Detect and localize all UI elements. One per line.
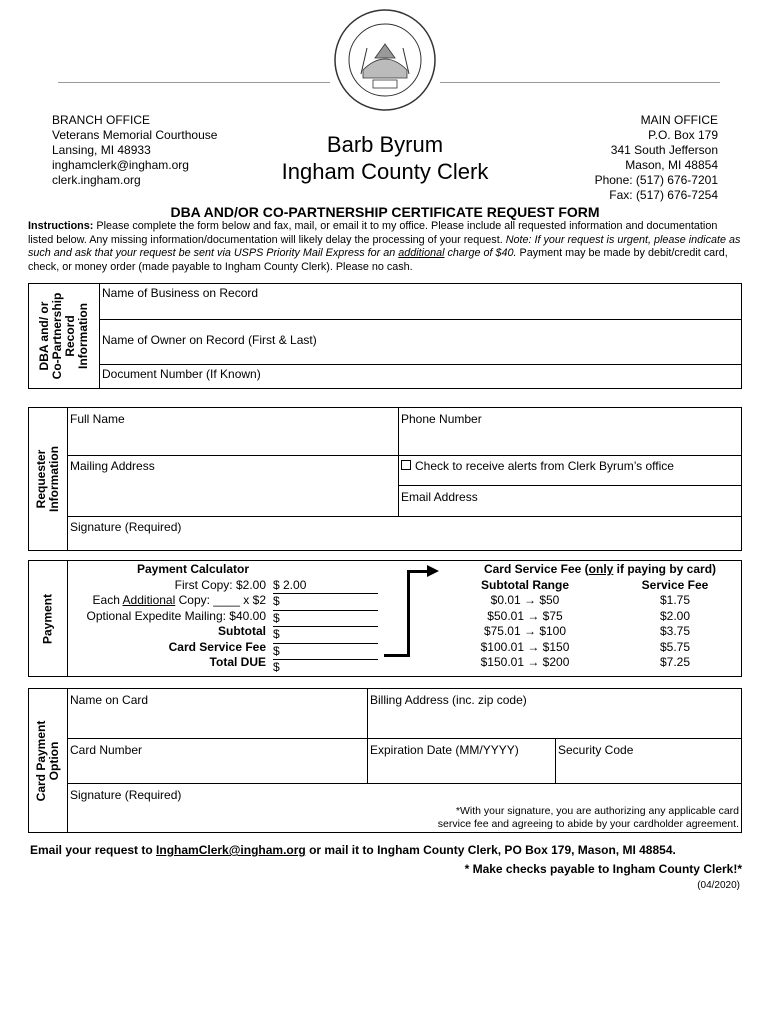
instructions-label: Instructions:: [28, 220, 94, 232]
instructions-text-1: Please complete the form below and fax, mail, or email it to my office. Please include all requested information and documentation listed below. Any missing information/documentation will likely delay the processing of your request.: [28, 220, 718, 246]
clerk-name: Barb Byrum: [326, 132, 444, 157]
main-office-block: [595, 113, 718, 203]
authorization-note: *With your signature, you are authorizing any applicable card service fee and agreeing to abide by your cardholder agreement.: [437, 805, 739, 830]
payment-calculator-labels: [60, 562, 266, 671]
name-on-card-field[interactable]: Name on Card: [70, 693, 149, 707]
instructions-note-1: Note: If your request is urgent, please indicate as such and ask that your request be sent via USPS Priority Mail Express for an: [28, 233, 741, 259]
main-office-city: Mason, MI 48854: [625, 158, 718, 172]
first-copy-label: First Copy: $2.00: [174, 577, 266, 592]
payment-calculator-amounts: [273, 578, 379, 677]
total-due-label: Total DUE: [209, 655, 266, 669]
security-code-field[interactable]: Security Code: [558, 743, 634, 757]
card-payment-side-label-text: Card Payment Option: [34, 720, 61, 801]
header-rule-right: [440, 82, 720, 83]
branch-office-block: [52, 113, 217, 188]
instructions: [28, 220, 743, 274]
total-due-amount[interactable]: $: [273, 660, 373, 677]
subtotal-amount[interactable]: $: [273, 627, 378, 644]
card-payment-side-label: [29, 689, 68, 832]
instructions-note-additional: additional: [398, 247, 445, 259]
header-rule-left: [58, 82, 330, 83]
instructions-text-2: Payment may be made by debit/credit card, check, or money order (made payable to Ingham County Clerk). Please no cash.: [28, 247, 728, 273]
dba-side-label-text: DBA and/ or Co-Partnership Record Information: [37, 292, 90, 380]
mailing-address-field[interactable]: Mailing Address: [70, 459, 155, 473]
county-seal: [333, 8, 437, 112]
card-payment-section: [28, 688, 742, 833]
main-office-street: 341 South Jefferson: [610, 143, 718, 157]
email-instructions: Email your request to InghamClerk@ingham.org or mail it to Ingham County Clerk, PO Box 179, Mason, MI 48854.: [30, 843, 676, 857]
branch-office-heading: BRANCH OFFICE: [52, 113, 151, 127]
phone-number-field[interactable]: Phone Number: [401, 412, 482, 426]
email-address-field[interactable]: Email Address: [401, 490, 478, 504]
card-fee-table-row: $150.01 → $200 $7.25: [480, 655, 691, 669]
payment-calculator-title: Payment Calculator: [136, 562, 250, 576]
card-fee-table-row: $50.01 → $75 $2.00: [487, 608, 691, 623]
alerts-checkbox-label: Check to receive alerts from Clerk Byrum’s office: [415, 459, 674, 473]
branch-office-email[interactable]: inghamclerk@ingham.org: [52, 158, 189, 172]
first-copy-amount: $ 2.00: [273, 578, 378, 595]
arrow-vertical-segment: [407, 570, 410, 656]
main-office-heading: MAIN OFFICE: [640, 113, 718, 127]
requester-signature-field[interactable]: Signature (Required): [70, 520, 182, 534]
alerts-checkbox[interactable]: [401, 459, 674, 473]
full-name-field[interactable]: Full Name: [70, 412, 125, 426]
dba-side-label: [29, 284, 100, 388]
clerk-title: Ingham County Clerk: [281, 159, 489, 184]
main-office-phone: Phone: (517) 676-7201: [594, 173, 718, 187]
dba-section: [28, 283, 742, 389]
branch-office-building: Veterans Memorial Courthouse: [52, 128, 218, 142]
card-fee-table-row: $75.01 → $100 $3.75: [483, 624, 691, 638]
branch-office-city: Lansing, MI 48933: [52, 143, 151, 157]
subtotal-label: Subtotal: [218, 624, 266, 638]
expedite-label: Optional Expedite Mailing: $40.00: [86, 608, 266, 623]
main-office-fax: Fax: (517) 676-7254: [609, 188, 718, 202]
branch-office-website[interactable]: clerk.ingham.org: [52, 173, 141, 187]
checkbox-icon[interactable]: [401, 460, 411, 470]
card-fee-amount[interactable]: $: [273, 644, 378, 661]
card-signature-field[interactable]: Signature (Required): [70, 788, 182, 802]
document-number-field[interactable]: Document Number (If Known): [102, 367, 261, 381]
clerk-heading: [250, 131, 520, 185]
arrow-head-icon: [427, 565, 439, 577]
form-title: DBA AND/OR CO-PARTNERSHIP CERTIFICATE REQUEST FORM: [170, 204, 600, 220]
card-fee-table-header: Subtotal Range Service Fee: [480, 577, 709, 592]
business-name-field[interactable]: Name of Business on Record: [102, 286, 259, 300]
card-fee-table: [460, 562, 740, 671]
card-fee-label: Card Service Fee: [168, 639, 266, 654]
billing-address-field[interactable]: Billing Address (inc. zip code): [370, 693, 527, 707]
expiration-date-field[interactable]: Expiration Date (MM/YYYY): [370, 743, 519, 757]
requester-side-label-text: Requester Information: [34, 446, 61, 512]
main-office-po-box: P.O. Box 179: [648, 128, 718, 142]
owner-name-field[interactable]: Name of Owner on Record (First & Last): [102, 333, 317, 347]
card-fee-table-row: $100.01 → $150 $5.75: [480, 639, 691, 654]
arrow-top-segment: [407, 570, 429, 573]
requester-section: [28, 407, 742, 551]
payment-side-label-text: Payment: [40, 593, 55, 644]
expedite-amount[interactable]: $: [273, 611, 378, 628]
card-number-field[interactable]: Card Number: [70, 743, 143, 757]
revision-date: (04/2020): [697, 880, 740, 891]
card-fee-table-title: Card Service Fee (only if paying by card): [483, 562, 717, 576]
card-fee-table-row: $0.01 → $50 $1.75: [490, 593, 691, 607]
checks-payable-note: * Make checks payable to Ingham County Clerk!*: [464, 862, 742, 876]
email-link[interactable]: InghamClerk@ingham.org: [156, 843, 306, 857]
instructions-note-2: charge of $40.: [444, 247, 517, 259]
requester-side-label: [29, 408, 68, 550]
additional-copy-label: Each Additional Copy: ____ x $2: [92, 593, 266, 607]
additional-copy-amount[interactable]: $: [273, 594, 378, 611]
